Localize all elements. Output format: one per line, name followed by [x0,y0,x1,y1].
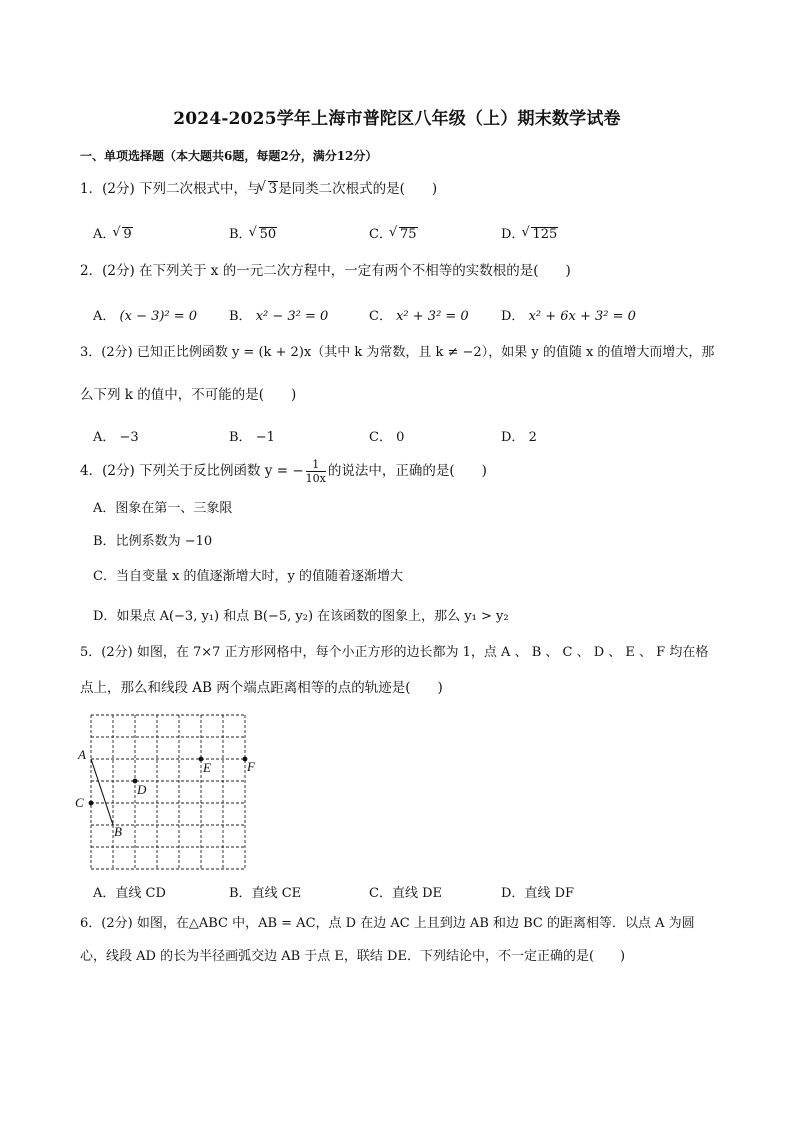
option-text: 直线 CD [115,886,166,901]
q4-stem-start: 4．(2分) 下列关于反比例函数 y = − [80,463,304,479]
q3-option-c[interactable] [369,426,404,445]
question-3-stem-line2: 么下列 k 的值中，不可能的是( ) [80,387,297,403]
option-label: C． [369,227,392,242]
option-expr: (x − 3)² = 0 [119,309,198,324]
option-label: D． [93,609,117,624]
option-radicand: 50 [259,227,277,242]
question-5-stem-line2: 点上，那么和线段 AB 两个端点距离相等的点的轨迹是( ) [80,680,443,696]
option-expr: −1 [255,430,275,445]
question-2-stem: 2．(2分) 在下列关于 x 的一元二次方程中，一定有两个不相等的实数根的是( ) [80,263,571,279]
q2-option-a[interactable] [93,305,197,324]
segment-ab [91,759,113,825]
option-label: D． [501,430,525,445]
fraction-numerator: 1 [306,458,326,472]
point-c [89,801,94,806]
fraction [306,458,326,485]
option-label: D． [501,227,525,242]
q5-option-b[interactable] [229,882,301,901]
option-label: C． [369,430,392,445]
option-label: B． [93,534,116,549]
option-text: 当自变量 x 的值逐渐增大时，y 的值随着逐渐增大 [115,569,404,584]
option-label: C． [369,309,392,324]
q5-option-c[interactable] [369,882,442,901]
q1-stem-start: 1．(2分) 下列二次根式中，与 [80,181,261,197]
q1-option-b[interactable] [229,223,277,242]
q4-option-d[interactable] [93,605,509,624]
option-label: B． [229,309,252,324]
option-label: C． [93,569,116,584]
option-expr: x² + 6x + 3² = 0 [528,309,636,324]
section-heading: 一、单项选择题（本大题共6题，每题2分，满分12分） [80,149,378,163]
grid-figure [70,708,270,878]
q4-option-a[interactable] [93,497,232,516]
option-expr: 0 [396,430,405,445]
option-text: 直线 DE [391,886,442,901]
q2-option-d[interactable] [501,305,636,324]
option-label: B． [229,430,252,445]
option-text: 直线 CE [251,886,302,901]
option-radicand: 75 [399,227,417,242]
label-a: A [78,747,86,762]
grid-diagram [70,708,270,878]
label-c: C [75,795,84,810]
question-1-stem [80,179,720,199]
question-5-stem-line1: 5．(2分) 如图，在 7×7 正方形网格中，每个小正方形的边长都为 1，点 A 、 B 、 C 、 D 、 E 、 F 均在格 [80,645,709,660]
label-f: F [247,759,255,774]
question-4-stem [80,458,720,485]
question-3-stem-line1: 3．(2分) 已知正比例函数 y = (k + 2)x（其中 k 为常数，且 k ≠ −2），如果 y 的值随 x 的值增大而增大，那 [80,345,715,360]
option-label: A． [93,430,116,445]
q3-option-a[interactable] [93,426,139,445]
option-label: D． [501,886,525,901]
option-text: 直线 DF [524,886,575,901]
option-text: 图象在第一、三象限 [115,501,233,516]
option-label: B． [229,227,252,242]
label-b: B [114,824,122,839]
q1-option-c[interactable] [369,223,418,242]
question-6-stem-line1: 6．(2分) 如图，在△ABC 中，AB = AC，点 D 在边 AC 上且到边 AB 和边 BC 的距离相等．以点 A 为圆 [80,916,695,931]
radical-sign [261,179,279,199]
option-label: A． [93,501,116,516]
option-expr: x² + 3² = 0 [396,309,469,324]
q1-option-a[interactable] [93,223,133,242]
option-expr: −3 [119,430,139,445]
option-label: A． [93,886,116,901]
option-label: C． [369,886,392,901]
page-title: 2024-2025学年上海市普陀区八年级（上）期末数学试卷 [173,109,621,129]
option-radicand: 9 [123,227,132,242]
q2-option-b[interactable] [229,305,328,324]
q1-option-d[interactable] [501,223,558,242]
fraction-denominator: 10x [305,472,326,485]
option-expr: 2 [528,430,537,445]
option-label: B． [229,886,252,901]
q1-stem-end: 是同类二次根式的是( ) [278,181,438,197]
option-text: 比例系数为 −10 [115,534,213,549]
q5-option-d[interactable] [501,882,574,901]
option-expr: x² − 3² = 0 [255,309,329,324]
q3-option-b[interactable] [229,426,275,445]
option-label: A． [93,227,116,242]
option-text: 如果点 A(−3, y₁) 和点 B(−5, y₂) 在该函数的图象上，那么 y₁ > y₂ [116,609,509,624]
option-radicand: 125 [532,227,558,242]
q4-option-b[interactable] [93,530,212,549]
q4-option-c[interactable] [93,565,403,584]
q2-option-c[interactable] [369,305,469,324]
label-d: D [137,782,147,797]
grid-lines [91,715,245,869]
label-e: E [203,760,211,775]
q3-option-d[interactable] [501,426,537,445]
q4-stem-end: 的说法中，正确的是( ) [327,463,487,479]
q1-stem-radicand: 3 [268,181,278,197]
option-label: D． [501,309,525,324]
q5-option-a[interactable] [93,882,166,901]
question-6-stem-line2: 心，线段 AD 的长为半径画弧交边 AB 于点 E，联结 DE．下列结论中，不一定正确的是( ) [80,949,626,964]
option-label: A． [93,309,116,324]
